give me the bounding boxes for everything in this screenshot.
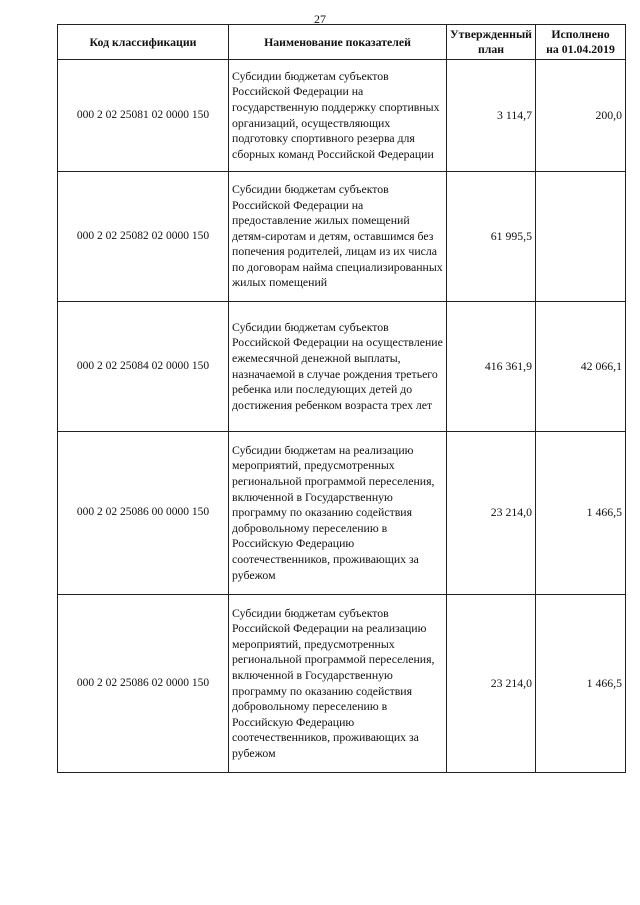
row-plan: 23 214,0 <box>447 432 536 595</box>
header-name: Наименование показателей <box>229 25 447 60</box>
table-row <box>58 172 626 302</box>
header-plan-line1: Утвержденный <box>450 27 532 41</box>
header-plan <box>447 25 536 60</box>
row-name: Субсидии бюджетам субъектов Российской Федерации на реализацию мероприятий, предусмотренных региональной программой переселения, включенной в Государственную программу по оказанию содействия добровольному переселению в Российскую Федерацию соотечественников, проживающих за рубежом <box>229 595 447 773</box>
row-done: 42 066,1 <box>536 302 626 432</box>
header-done-line2: на 01.04.2019 <box>546 42 615 56</box>
header-done-line1: Исполнено <box>551 27 610 41</box>
row-code: 000 2 02 25086 00 0000 150 <box>58 432 229 595</box>
header-code: Код классификации <box>58 25 229 60</box>
row-code: 000 2 02 25081 02 0000 150 <box>58 60 229 172</box>
row-done: 200,0 <box>536 60 626 172</box>
row-plan: 3 114,7 <box>447 60 536 172</box>
row-plan: 416 361,9 <box>447 302 536 432</box>
table-row <box>58 302 626 432</box>
row-code: 000 2 02 25086 02 0000 150 <box>58 595 229 773</box>
row-name: Субсидии бюджетам субъектов Российской Федерации на осуществление ежемесячной денежной выплаты, назначаемой в случае рождения третьего ребенка или последующих детей до достижения ребенком возраста трех лет <box>229 302 447 432</box>
table-header-row <box>58 25 626 60</box>
table-row <box>58 595 626 773</box>
row-code: 000 2 02 25082 02 0000 150 <box>58 172 229 302</box>
row-plan: 23 214,0 <box>447 595 536 773</box>
table-row <box>58 60 626 172</box>
header-plan-line2: план <box>477 42 505 56</box>
budget-table <box>57 24 626 773</box>
row-code: 000 2 02 25084 02 0000 150 <box>58 302 229 432</box>
row-name: Субсидии бюджетам на реализацию мероприятий, предусмотренных региональной программой переселения, включенной в Государственную программу по оказанию содействия добровольному переселению в Российскую Федерацию соотечественников, проживающих за рубежом <box>229 432 447 595</box>
page-number: 27 <box>314 12 326 26</box>
row-done <box>536 172 626 302</box>
table-row <box>58 432 626 595</box>
header-done <box>536 25 626 60</box>
row-name: Субсидии бюджетам субъектов Российской Федерации на предоставление жилых помещений детям-сиротам и детям, оставшимся без попечения родителей, лицам из их числа по договорам найма специализированных жилых помещений <box>229 172 447 302</box>
row-plan: 61 995,5 <box>447 172 536 302</box>
row-done: 1 466,5 <box>536 595 626 773</box>
row-done: 1 466,5 <box>536 432 626 595</box>
row-name: Субсидии бюджетам субъектов Российской Федерации на государственную поддержку спортивных организаций, осуществляющих подготовку спортивного резерва для сборных команд Российской Федерации <box>229 60 447 172</box>
